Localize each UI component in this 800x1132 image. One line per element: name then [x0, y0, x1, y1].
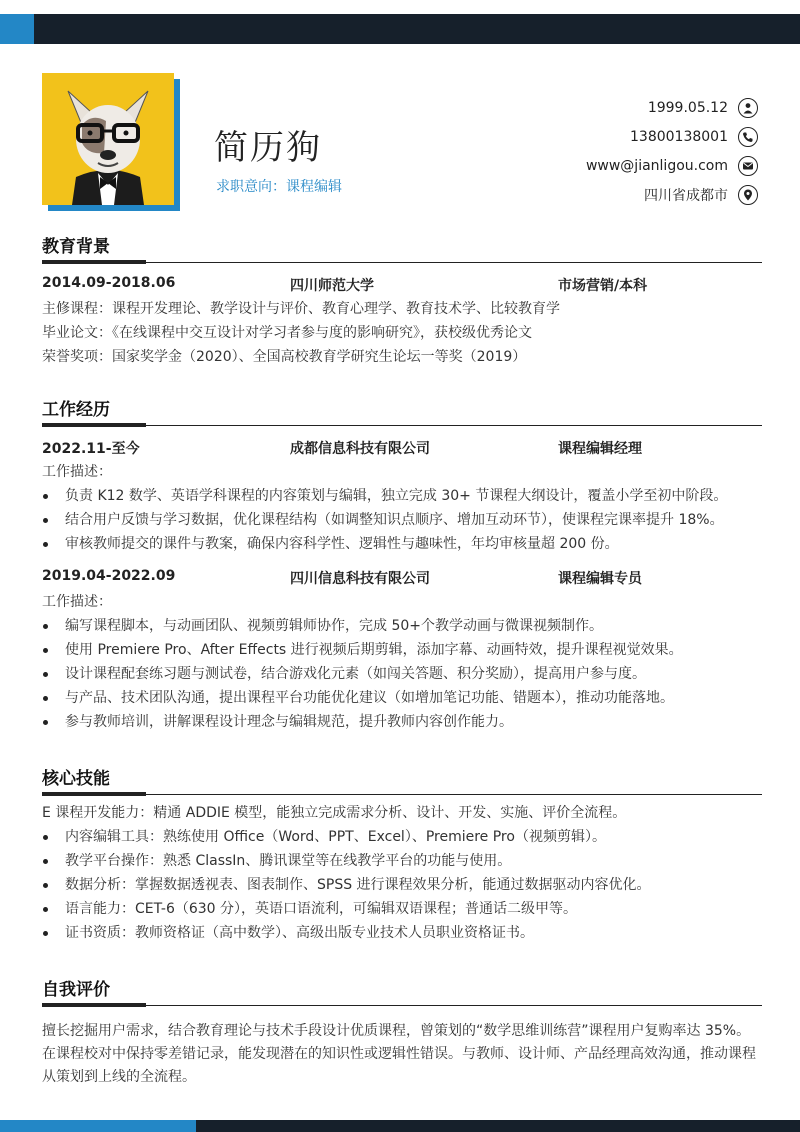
- avatar-photo: [42, 73, 174, 205]
- list-item: 负责 K12 数学、英语学科课程的内容策划与编辑，独立完成 30+ 节课程大纲设计，覆盖小学至初中阶段。: [42, 484, 762, 508]
- job-1-company: 成都信息科技有限公司: [290, 441, 430, 457]
- job-2-date: 2019.04-2022.09: [42, 568, 176, 584]
- dog-portrait-icon: [42, 73, 174, 205]
- contact-email: [498, 153, 758, 179]
- education-honors: 荣誉奖项：国家奖学金（2020）、全国高校教育学研究生论坛一等奖（2019）: [42, 349, 527, 365]
- section-divider: [42, 262, 762, 263]
- contact-phone-text: 13800138001: [630, 129, 728, 145]
- self-eval-title: 自我评价: [42, 980, 110, 1000]
- bottom-banner-accent: [0, 1120, 196, 1132]
- education-courses: 主修课程：课程开发理论、教学设计与评价、教育心理学、教育技术学、比较教育学: [42, 301, 560, 317]
- contact-email-text: www@jianligou.com: [585, 158, 728, 174]
- list-item: 证书资质：教师资格证（高中数学）、高级出版专业技术人员职业资格证书。: [42, 921, 762, 945]
- job-1-desc-label: 工作描述：: [42, 464, 112, 480]
- section-divider: [42, 794, 762, 795]
- list-item: 数据分析：掌握数据透视表、图表制作、SPSS 进行课程效果分析，能通过数据驱动内容优化。: [42, 873, 762, 897]
- location-icon: [738, 185, 758, 205]
- contact-location: [498, 182, 758, 208]
- self-eval-text: 擅长挖掘用户需求，结合教育理论与技术手段设计优质课程，曾策划的“数学思维训练营”课程用户复购率达 35%。在课程校对中保持零差错记录，能发现潜在的知识性或逻辑性错误。与教师、设计师、产品经理高效沟通，推动课程从策划到上线的全流程。: [42, 1023, 756, 1085]
- job-2-company: 四川信息科技有限公司: [290, 571, 430, 587]
- list-item: 编写课程脚本，与动画团队、视频剪辑师协作，完成 50+个教学动画与微课视频制作。: [42, 614, 762, 638]
- education-thesis: 毕业论文：《在线课程中交互设计对学习者参与度的影响研究》，获校级优秀论文: [42, 325, 532, 341]
- list-item: 结合用户反馈与学习数据，优化课程结构（如调整知识点顺序、增加互动环节），使课程完课率提升 18%。: [42, 508, 762, 532]
- education-school: 四川师范大学: [290, 278, 374, 294]
- skills-title: 核心技能: [42, 769, 110, 789]
- candidate-name: 简历狗: [214, 128, 322, 168]
- job-1-date: 2022.11-至今: [42, 441, 140, 457]
- section-divider: [42, 425, 762, 426]
- contact-birthdate: [498, 95, 758, 121]
- education-section: [42, 234, 762, 369]
- job-intent-value: 课程编辑: [286, 179, 342, 195]
- work-section: [42, 397, 762, 734]
- contact-birthdate-text: 1999.05.12: [647, 100, 728, 116]
- job-2-role: 课程编辑专员: [558, 571, 642, 587]
- job-intent: [216, 176, 342, 196]
- work-title: 工作经历: [42, 400, 110, 420]
- phone-icon: [738, 127, 758, 147]
- job-2-desc-label: 工作描述：: [42, 594, 112, 610]
- list-item: 语言能力：CET-6（630 分），英语口语流利，可编辑双语课程；普通话二级甲等。: [42, 897, 762, 921]
- contact-list: [498, 95, 758, 211]
- education-degree: 市场营销/本科: [558, 278, 648, 294]
- skills-section: [42, 766, 762, 945]
- list-item: 教学平台操作：熟悉 ClassIn、腾讯课堂等在线教学平台的功能与使用。: [42, 849, 762, 873]
- education-date: 2014.09-2018.06: [42, 275, 176, 291]
- list-item: 使用 Premiere Pro、After Effects 进行视频后期剪辑，添加字幕、动画特效，提升课程视觉效果。: [42, 638, 762, 662]
- section-divider: [42, 1005, 762, 1006]
- job-1-header: [42, 438, 762, 460]
- skills-intro: E 课程开发能力：精通 ADDIE 模型，能独立完成需求分析、设计、开发、实施、评价全流程。: [42, 805, 627, 821]
- self-eval-section: [42, 977, 762, 1089]
- job-1-role: 课程编辑经理: [558, 441, 642, 457]
- list-item: 与产品、技术团队沟通，提出课程平台功能优化建议（如增加笔记功能、错题本），推动功能落地。: [42, 686, 762, 710]
- bottom-banner: [0, 1120, 800, 1132]
- user-icon: [738, 98, 758, 118]
- list-item: 审核教师提交的课件与教案，确保内容科学性、逻辑性与趣味性，年均审核量超 200 份。: [42, 532, 762, 556]
- education-entry-header: [42, 275, 762, 297]
- list-item: 设计课程配套练习题与测试卷，结合游戏化元素（如闯关答题、积分奖励），提高用户参与度。: [42, 662, 762, 686]
- mail-icon: [738, 156, 758, 176]
- job-2-header: [42, 568, 762, 590]
- education-title: 教育背景: [42, 237, 110, 257]
- avatar: [42, 73, 180, 211]
- top-banner-accent: [0, 14, 34, 44]
- list-item: 参与教师培训，讲解课程设计理念与编辑规范，提升教师内容创作能力。: [42, 710, 762, 734]
- contact-location-text: 四川省成都市: [644, 188, 728, 204]
- list-item: 内容编辑工具：熟练使用 Office（Word、PPT、Excel）、Premiere Pro（视频剪辑）。: [42, 825, 762, 849]
- job-intent-label: 求职意向：: [216, 179, 286, 195]
- contact-phone: [498, 124, 758, 150]
- top-banner: [0, 14, 800, 44]
